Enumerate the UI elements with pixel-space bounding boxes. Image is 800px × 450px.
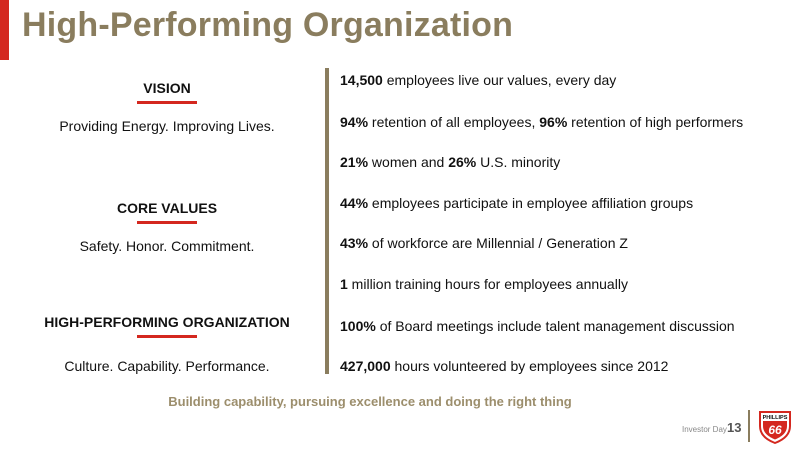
stat-text: U.S. minority xyxy=(476,154,561,170)
stat-text: million training hours for employees annually xyxy=(347,276,628,292)
stat-text: hours volunteered by employees since 2012 xyxy=(390,358,669,374)
stat-text: women and xyxy=(368,154,449,170)
stat-retention xyxy=(340,114,743,130)
phillips-66-shield-logo xyxy=(757,408,793,444)
stat-training-hours xyxy=(340,276,628,292)
logo-number: 66 xyxy=(768,423,782,437)
slide-tagline: Building capability, pursuing excellence and doing the right thing xyxy=(168,394,572,409)
stat-board-meetings xyxy=(340,318,735,334)
footer-label: Investor Day xyxy=(682,425,727,434)
stat-value: 427,000 xyxy=(340,358,391,374)
heading-underline xyxy=(137,221,197,224)
high-performing-organization-section xyxy=(22,314,312,374)
section-heading: CORE VALUES xyxy=(116,200,218,216)
stat-value: 100% xyxy=(340,318,376,334)
stat-text: retention of high performers xyxy=(567,114,744,130)
stat-text: of Board meetings include talent management discussion xyxy=(375,318,735,334)
stat-value: 14,500 xyxy=(340,72,383,88)
heading-underline xyxy=(137,101,197,104)
section-text: Safety. Honor. Commitment. xyxy=(79,238,255,254)
core-values-section xyxy=(22,200,312,254)
section-text: Providing Energy. Improving Lives. xyxy=(59,118,275,134)
stat-affiliation-groups xyxy=(340,195,693,211)
stat-value: 1 xyxy=(340,276,348,292)
heading-underline xyxy=(137,335,197,338)
stat-value: 26% xyxy=(448,154,477,170)
title-accent-bar xyxy=(0,0,9,60)
logo-top-text: PHILLIPS xyxy=(762,415,788,421)
stat-value: 43% xyxy=(340,235,369,251)
stat-value: 96% xyxy=(539,114,568,130)
stat-generations xyxy=(340,235,628,251)
slide-title: High-Performing Organization xyxy=(22,6,514,44)
stat-value: 94% xyxy=(340,114,369,130)
section-text: Culture. Capability. Performance. xyxy=(64,358,270,374)
stat-value: 44% xyxy=(340,195,369,211)
stat-employees xyxy=(340,72,616,88)
stat-text: retention of all employees, xyxy=(368,114,540,130)
stat-text: of workforce are Millennial / Generation Z xyxy=(368,235,628,251)
page-number: 13 xyxy=(727,420,742,435)
stat-text: employees live our values, every day xyxy=(382,72,617,88)
stat-text: employees participate in employee affiliation groups xyxy=(368,195,694,211)
vertical-divider xyxy=(325,68,329,374)
stat-diversity xyxy=(340,154,560,170)
stat-volunteer-hours xyxy=(340,358,668,374)
vision-section xyxy=(22,80,312,134)
stat-value: 21% xyxy=(340,154,369,170)
section-heading: VISION xyxy=(143,80,191,96)
section-heading: HIGH-PERFORMING ORGANIZATION xyxy=(44,314,290,330)
footer-divider xyxy=(748,410,750,442)
